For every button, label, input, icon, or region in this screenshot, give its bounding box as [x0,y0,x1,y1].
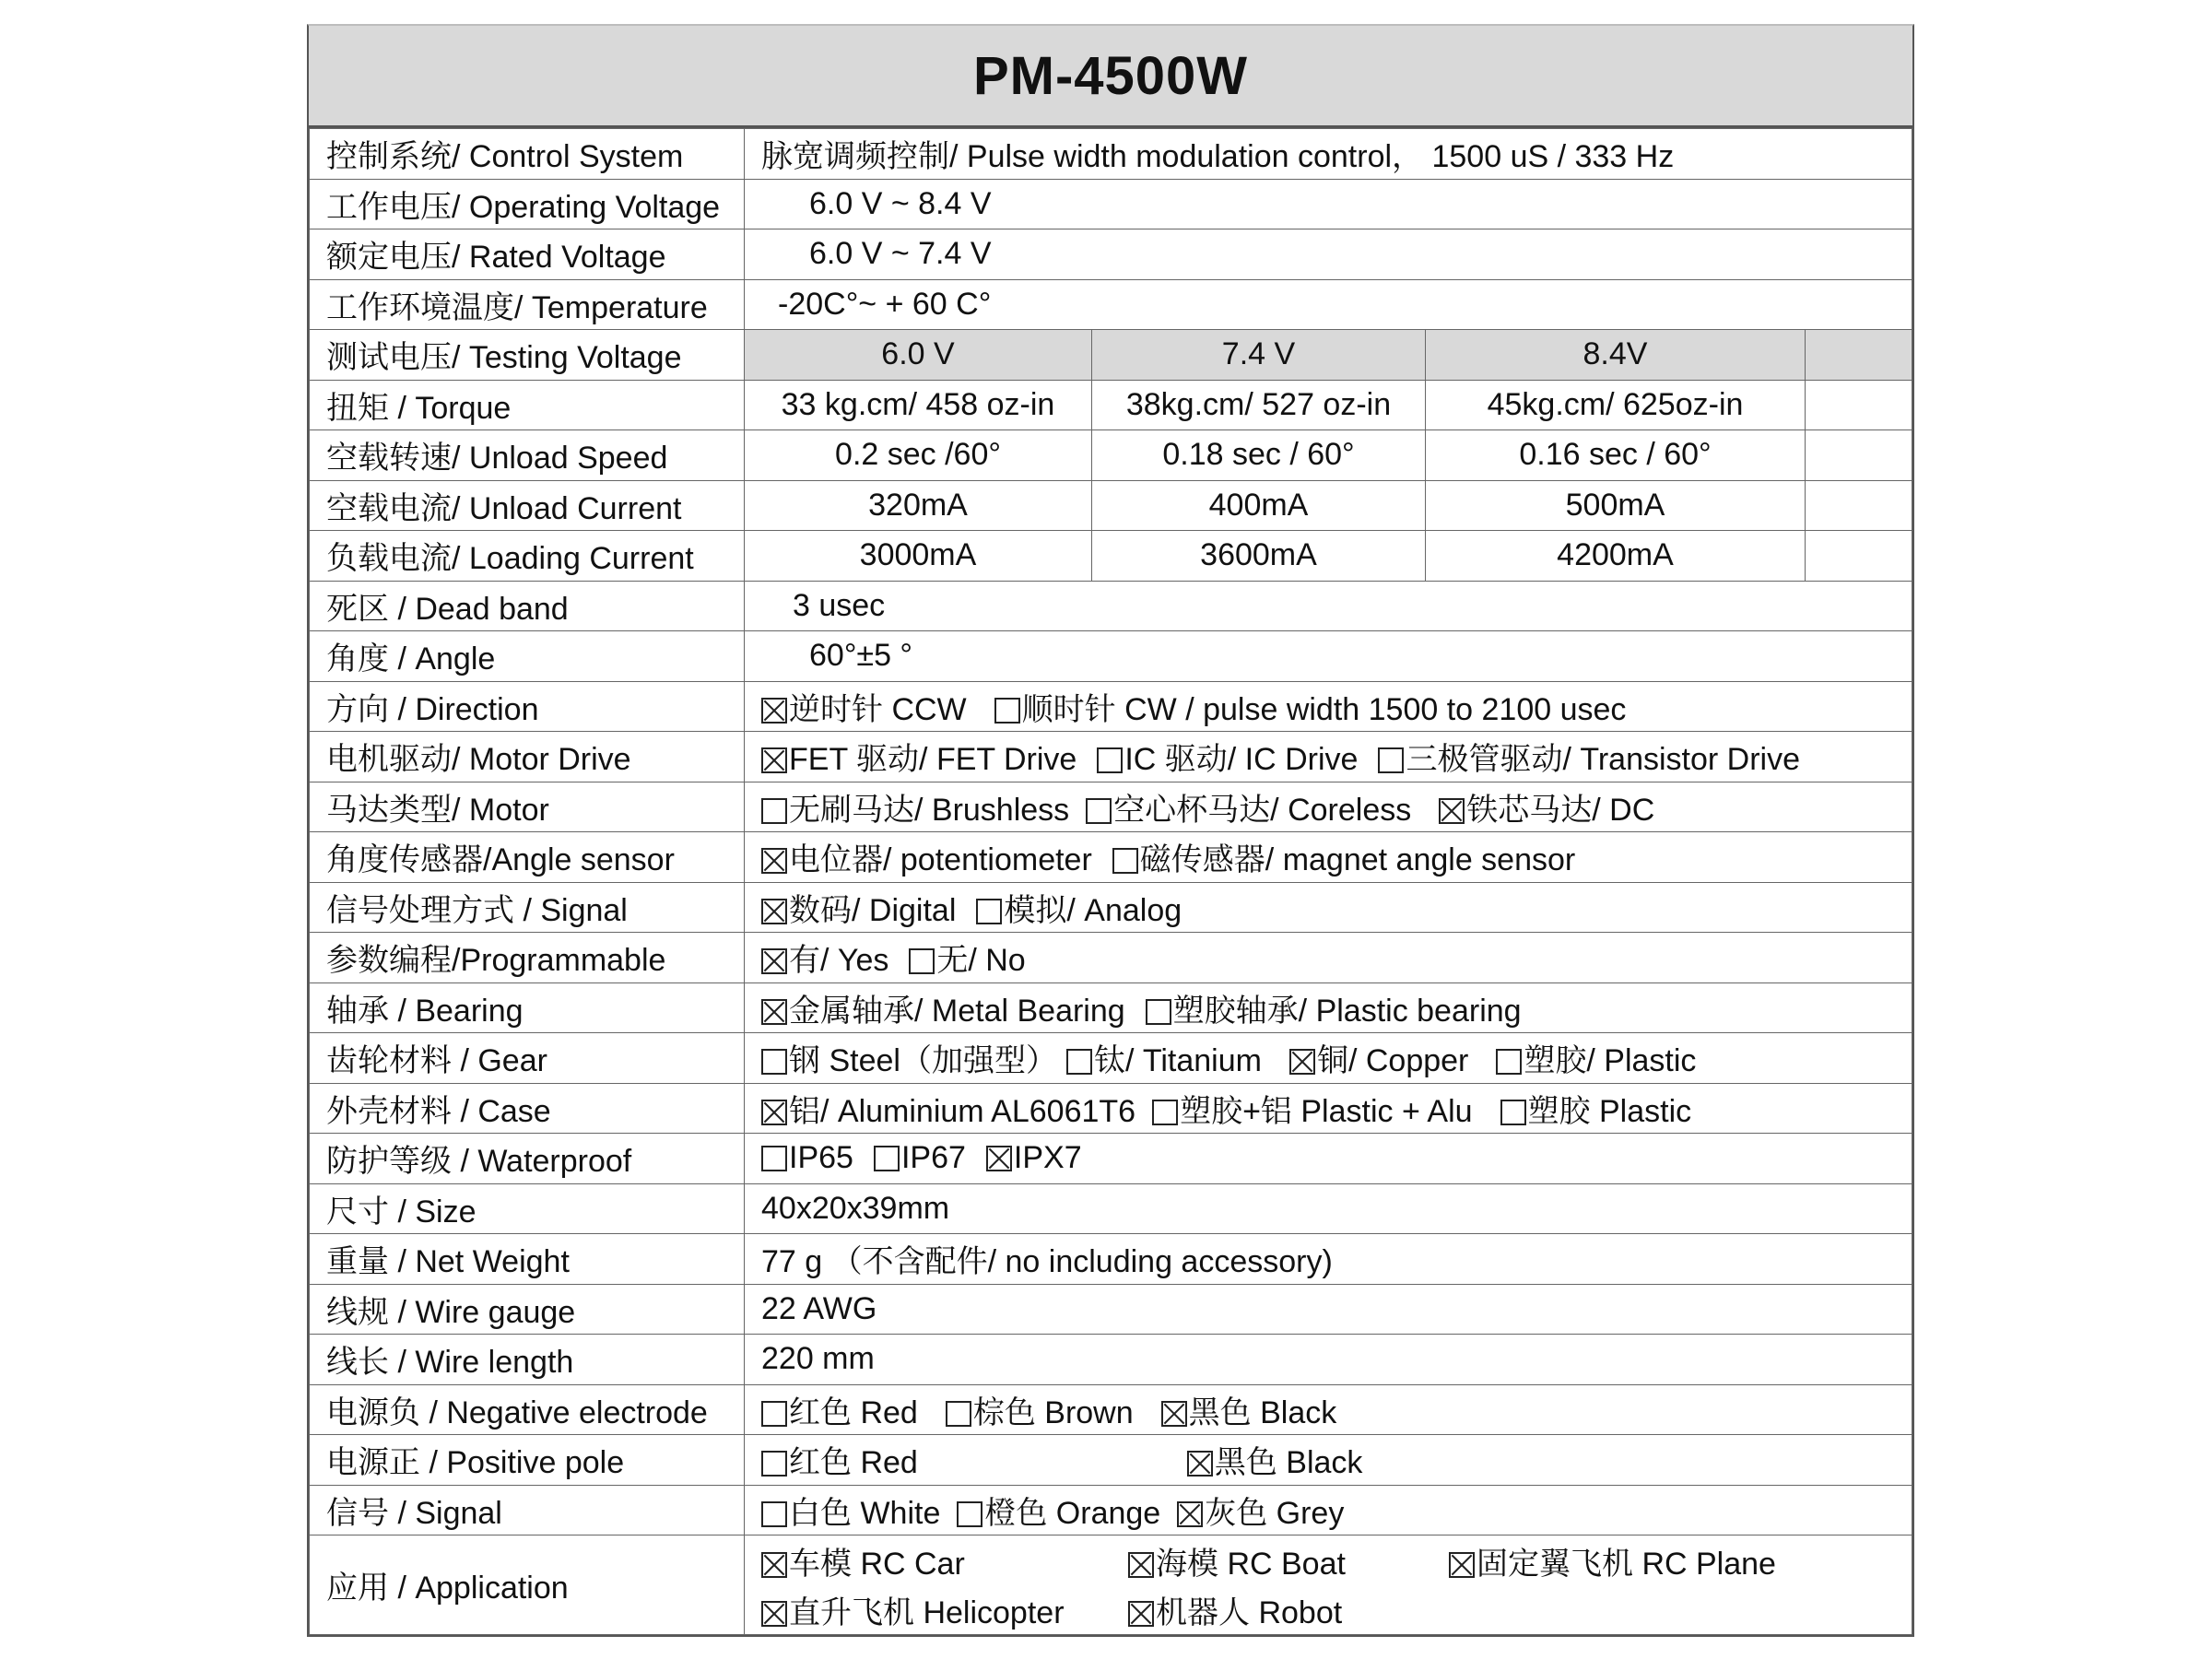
option-label: IC 驱动/ IC Drive [1124,742,1359,778]
row-options [745,882,1912,933]
row-label: 负载电流/ Loading Current [310,531,745,582]
option-item [874,1140,966,1176]
unchecked-box-icon [1146,999,1171,1025]
performance-row [310,480,1912,531]
row-options [745,1384,1912,1435]
option-label: 三极管驱动/ Transistor Drive [1406,742,1801,778]
checked-box-icon [761,747,787,773]
checked-box-icon [761,1100,787,1125]
option-label: 红色 Red [789,1445,918,1481]
unchecked-box-icon [1097,747,1123,773]
application-line [761,1585,1912,1634]
option-item [1112,834,1575,879]
application-label: 应用 / Application [310,1535,745,1635]
performance-value [1806,430,1912,481]
row-value: -20C°~ + 60 C° [745,279,1912,330]
product-title: PM-4500W [309,26,1912,128]
option-label: 棕色 Brown [972,1394,1134,1430]
option-label: FET 驱动/ FET Drive [789,742,1077,778]
test-voltage-label: 测试电压/ Testing Voltage [310,330,745,381]
checked-box-icon [1128,1601,1154,1627]
option-item [761,784,1069,830]
spec-row [310,732,1912,782]
unchecked-box-icon [976,899,1002,924]
option-label: IPX7 [1013,1140,1082,1176]
checked-box-icon [761,999,787,1025]
option-label: 钛/ Titanium [1093,1043,1262,1079]
checked-box-icon [1161,1401,1187,1427]
application-options [745,1535,1912,1635]
option-label: IP65 [789,1140,853,1176]
row-label: 空载电流/ Unload Current [310,480,745,531]
spec-row [310,1485,1912,1535]
row-value: 77 g （不含配件/ no including accessory) [745,1234,1912,1285]
option-label: 模拟/ Analog [1004,892,1182,928]
checked-box-icon [761,1552,787,1578]
row-label: 齿轮材料 / Gear [310,1033,745,1084]
option-item [1187,1437,1363,1482]
row-label: 信号处理方式 / Signal [310,882,745,933]
row-label: 空载转速/ Unload Speed [310,430,745,481]
option-label: 铁芯马达/ DC [1466,792,1655,828]
row-label: 电机驱动/ Motor Drive [310,732,745,782]
unchecked-box-icon [1066,1049,1092,1075]
option-item [946,1387,1134,1432]
option-item [909,935,1025,980]
voltage-column-header [1806,330,1912,381]
performance-value: 33 kg.cm/ 458 oz-in [745,380,1092,430]
option-label: 塑胶轴承/ Plastic bearing [1172,993,1522,1029]
unchecked-box-icon [1496,1049,1522,1075]
unchecked-box-icon [957,1501,982,1527]
spec-row [310,1234,1912,1285]
unchecked-box-icon [1152,1100,1178,1125]
row-options [745,1083,1912,1134]
option-item [1289,1035,1468,1080]
option-item [761,734,1077,779]
row-label: 死区 / Dead band [310,581,745,631]
option-label: 磁传感器/ magnet angle sensor [1139,842,1576,878]
performance-value [1806,380,1912,430]
option-label: 红色 Red [789,1394,918,1430]
checked-box-icon [1289,1049,1315,1075]
performance-value: 3600mA [1092,531,1426,582]
row-label: 重量 / Net Weight [310,1234,745,1285]
performance-value: 38kg.cm/ 527 oz-in [1092,380,1426,430]
option-item [761,1035,1057,1080]
checked-box-icon [986,1146,1012,1171]
performance-value [1806,531,1912,582]
row-label: 扭矩 / Torque [310,380,745,430]
option-item [1378,734,1800,779]
option-label: 钢 Steel（加强型） [789,1043,1057,1079]
spec-row [310,782,1912,832]
application-line [761,1536,1912,1585]
option-label: 海模 RC Boat [1156,1546,1346,1582]
option-item [761,1437,918,1482]
option-label: 固定翼飞机 RC Plane [1477,1546,1776,1582]
unchecked-box-icon [1500,1100,1526,1125]
option-label: 橙色 Orange [984,1495,1161,1531]
test-voltage-row [310,330,1912,381]
spec-table [309,128,1912,1635]
checked-box-icon [761,698,787,724]
checked-box-icon [761,848,787,874]
option-item [1496,1035,1696,1080]
option-item [1097,734,1358,779]
checked-box-icon [761,1601,787,1627]
option-label: 灰色 Grey [1205,1495,1345,1531]
spec-row [310,1134,1912,1184]
spec-row [310,279,1912,330]
row-label: 电源负 / Negative electrode [310,1384,745,1435]
option-item [1066,1035,1262,1080]
option-label: 无刷马达/ Brushless [789,792,1070,828]
row-options [745,1033,1912,1084]
row-value: 40x20x39mm [745,1183,1912,1234]
performance-value: 0.2 sec /60° [745,430,1092,481]
spec-sheet [307,24,1914,1637]
option-item [957,1488,1160,1533]
row-label: 防护等级 / Waterproof [310,1134,745,1184]
spec-row [310,129,1912,180]
option-item [761,1587,1065,1632]
performance-value: 0.18 sec / 60° [1092,430,1426,481]
option-item [1128,1538,1346,1583]
performance-value: 320mA [745,480,1092,531]
option-item [976,885,1182,930]
option-item [761,1387,918,1432]
unchecked-box-icon [1378,747,1404,773]
row-options [745,732,1912,782]
option-label: 直升飞机 Helicopter [789,1594,1065,1630]
option-item [1146,985,1522,1030]
unchecked-box-icon [761,798,787,824]
option-label: 铝/ Aluminium AL6061T6 [789,1093,1136,1129]
row-value: 60°±5 ° [745,631,1912,682]
voltage-column-header: 6.0 V [745,330,1092,381]
unchecked-box-icon [1086,798,1112,824]
option-label: 顺时针 CW / pulse width 1500 to 2100 usec [1021,691,1627,727]
performance-value: 45kg.cm/ 625oz-in [1426,380,1806,430]
spec-row [310,1183,1912,1234]
performance-value: 3000mA [745,531,1092,582]
row-label: 角度传感器/Angle sensor [310,832,745,883]
row-label: 额定电压/ Rated Voltage [310,229,745,280]
spec-row [310,1284,1912,1335]
voltage-column-header: 8.4V [1426,330,1806,381]
option-item [761,1538,965,1583]
spec-row [310,933,1912,983]
checked-box-icon [761,948,787,974]
checked-box-icon [1177,1501,1203,1527]
spec-row [310,1335,1912,1385]
unchecked-box-icon [874,1146,900,1171]
option-item [1177,1488,1344,1533]
option-item [761,885,956,930]
performance-row [310,531,1912,582]
performance-value [1806,480,1912,531]
option-label: 电位器/ potentiometer [789,842,1092,878]
row-label: 线规 / Wire gauge [310,1284,745,1335]
option-item [761,985,1125,1030]
option-label: 逆时针 CCW [789,691,967,727]
option-item [986,1140,1082,1176]
option-label: 塑胶 Plastic [1527,1093,1692,1129]
unchecked-box-icon [946,1401,971,1427]
row-label: 工作环境温度/ Temperature [310,279,745,330]
row-label: 电源正 / Positive pole [310,1435,745,1486]
row-options [745,933,1912,983]
application-row [310,1535,1912,1635]
row-options [745,1435,1912,1486]
option-label: 无/ No [936,943,1026,979]
option-label: 白色 White [789,1495,941,1531]
row-label: 信号 / Signal [310,1485,745,1535]
option-label: 塑胶/ Plastic [1524,1043,1697,1079]
spec-row [310,581,1912,631]
performance-value: 500mA [1426,480,1806,531]
spec-row [310,982,1912,1033]
row-value: 6.0 V ~ 8.4 V [745,179,1912,229]
spec-row [310,882,1912,933]
option-item [761,834,1092,879]
option-item [761,684,967,729]
row-value: 6.0 V ~ 7.4 V [745,229,1912,280]
row-label: 控制系统/ Control System [310,129,745,180]
checked-box-icon [761,899,787,924]
spec-row [310,1033,1912,1084]
checked-box-icon [1128,1552,1154,1578]
option-item [761,1140,853,1176]
option-item [1500,1086,1692,1131]
row-value: 22 AWG [745,1284,1912,1335]
row-label: 角度 / Angle [310,631,745,682]
option-item [1086,784,1411,830]
option-label: 黑色 Black [1214,1445,1363,1481]
row-options [745,982,1912,1033]
unchecked-box-icon [909,948,935,974]
row-label: 尺寸 / Size [310,1183,745,1234]
option-item [1152,1086,1472,1131]
performance-value: 400mA [1092,480,1426,531]
option-item [1161,1387,1337,1432]
voltage-column-header: 7.4 V [1092,330,1426,381]
row-value: 220 mm [745,1335,1912,1385]
option-item [994,684,1627,729]
spec-row [310,1083,1912,1134]
row-label: 马达类型/ Motor [310,782,745,832]
checked-box-icon [1439,798,1465,824]
row-options [745,832,1912,883]
unchecked-box-icon [994,698,1020,724]
spec-row [310,832,1912,883]
option-item [1449,1538,1776,1583]
unchecked-box-icon [1112,848,1138,874]
performance-row [310,430,1912,481]
row-options [745,681,1912,732]
row-label: 轴承 / Bearing [310,982,745,1033]
option-label: 金属轴承/ Metal Bearing [789,993,1125,1029]
option-label: 机器人 Robot [1156,1594,1343,1630]
spec-row [310,1384,1912,1435]
option-label: IP67 [900,1140,966,1176]
row-value: 3 usec [745,581,1912,631]
unchecked-box-icon [761,1146,787,1171]
row-options [745,1134,1912,1184]
unchecked-box-icon [761,1501,787,1527]
spec-row [310,681,1912,732]
row-options [745,782,1912,832]
option-item [761,935,888,980]
option-label: 空心杯马达/ Coreless [1113,792,1412,828]
spec-row [310,179,1912,229]
performance-value: 0.16 sec / 60° [1426,430,1806,481]
option-label: 数码/ Digital [789,892,957,928]
row-label: 方向 / Direction [310,681,745,732]
row-label: 外壳材料 / Case [310,1083,745,1134]
spec-row [310,229,1912,280]
performance-value: 4200mA [1426,531,1806,582]
unchecked-box-icon [761,1049,787,1075]
row-label: 工作电压/ Operating Voltage [310,179,745,229]
option-item [761,1488,940,1533]
row-label: 线长 / Wire length [310,1335,745,1385]
option-item [761,1086,1135,1131]
spec-row [310,1435,1912,1486]
unchecked-box-icon [761,1451,787,1477]
option-label: 铜/ Copper [1316,1043,1469,1079]
option-item [1439,784,1654,830]
option-label: 黑色 Black [1188,1394,1337,1430]
option-label: 塑胶+铝 Plastic + Alu [1180,1093,1473,1129]
row-label: 参数编程/Programmable [310,933,745,983]
row-value: 脉宽调频控制/ Pulse width modulation control， 1500 uS / 333 Hz [745,129,1912,180]
unchecked-box-icon [761,1401,787,1427]
spec-row [310,631,1912,682]
option-label: 有/ Yes [789,943,889,979]
checked-box-icon [1449,1552,1475,1578]
option-item [1128,1587,1342,1632]
row-options [745,1485,1912,1535]
checked-box-icon [1187,1451,1213,1477]
performance-row [310,380,1912,430]
option-label: 车模 RC Car [789,1546,965,1582]
